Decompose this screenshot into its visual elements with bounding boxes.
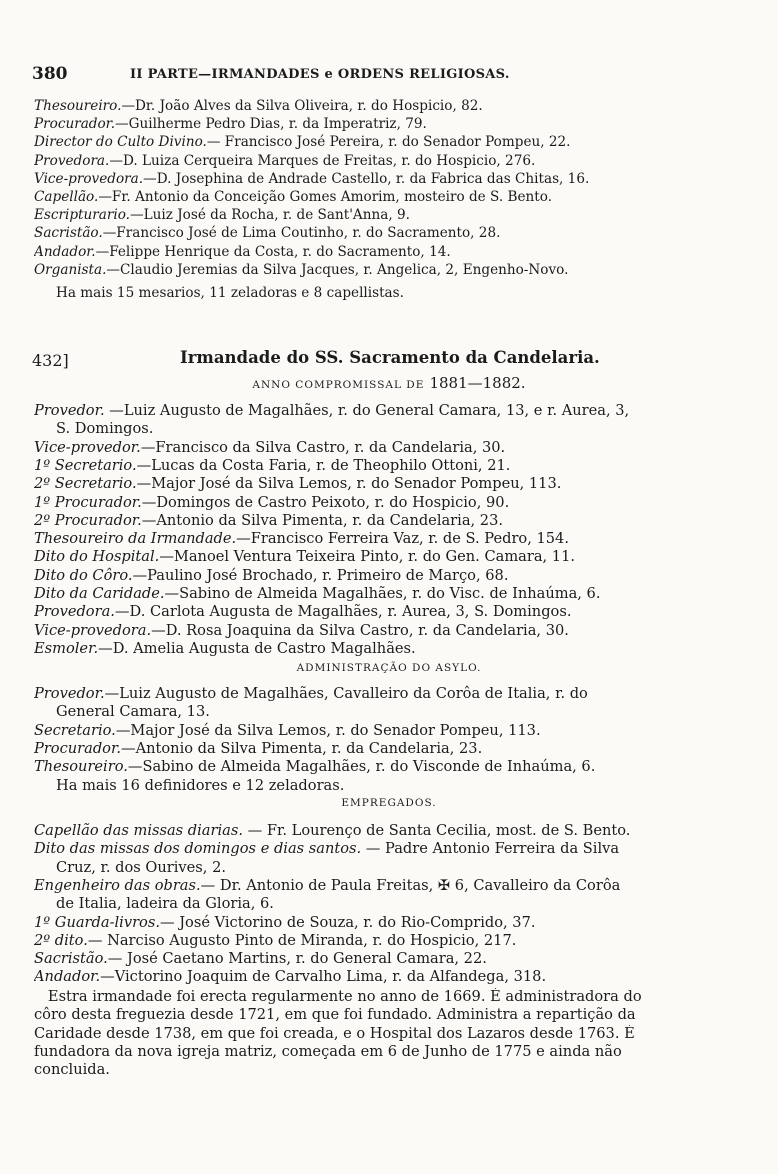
entry-text: Ha mais 16 definidores e 12 zeladoras. <box>56 776 345 794</box>
entry-role: Dito do Côro. <box>34 566 133 584</box>
empregados-heading: EMPREGADOS. <box>341 797 437 809</box>
entry-line <box>34 402 754 419</box>
entry-role: Director do Culto Divino. <box>34 134 207 151</box>
entry-line <box>34 968 754 985</box>
entry-line <box>34 603 754 620</box>
subtitle-label: ANNO COMPROMISSAL DE <box>252 379 425 391</box>
entry-text: —Paulino José Brochado, r. Primeiro de Março, 68. <box>132 566 509 584</box>
entry-line <box>34 262 754 279</box>
asylo-heading: ADMINISTRAÇÃO DO ASYLO. <box>296 662 482 674</box>
entry-line <box>34 840 754 857</box>
entry-line <box>34 932 754 949</box>
entry-role: 2º Procurador. <box>34 511 142 529</box>
entry-text: —Luiz José da Rocha, r. de Sant'Anna, 9. <box>130 207 410 224</box>
entry-role: Thesoureiro da Irmandade. <box>34 530 237 548</box>
section-number: 432] <box>32 351 69 370</box>
entry-role: Dito do Hospital. <box>34 548 160 566</box>
entry-text: —Felippe Henrique da Costa, r. do Sacramento, 14. <box>95 243 451 260</box>
entry-text: —D. Amelia Augusta de Castro Magalhães. <box>98 639 416 657</box>
entry-text: —Antonio da Silva Pimenta, r. da Candelaria, 23. <box>120 739 483 757</box>
entry-text: — Francisco José Pereira, r. do Senador Pompeu, 22. <box>206 134 571 151</box>
entry-line <box>56 703 776 720</box>
entry-line <box>34 822 754 839</box>
entry-text: S. Domingos. <box>56 420 154 438</box>
entry-role: Provedor. <box>34 685 105 702</box>
entry-role: Provedora. <box>34 603 115 621</box>
entry-text: —Sabino de Almeida Magalhães, r. do Visconde de Inhaúma, 6. <box>127 758 596 776</box>
entry-role: Procurador. <box>34 116 116 133</box>
entry-text: — Dr. Antonio de Paula Freitas, ✠ 6, Cavalleiro da Corôa <box>200 876 621 894</box>
entry-line <box>34 622 754 639</box>
entry-line <box>34 512 754 529</box>
entry-text: —Major José da Silva Lemos, r. do Senador Pompeu, 113. <box>115 721 541 739</box>
entry-role: Provedora. <box>34 152 110 169</box>
block1-note: Ha mais 15 mesarios, 11 zeladoras e 8 capellistas. <box>56 285 404 301</box>
entry-text: — Padre Antonio Ferreira da Silva <box>361 840 620 858</box>
entry-text: —Sabino de Almeida Magalhães, r. do Visc. de Inhaúma, 6. <box>164 585 601 602</box>
entry-line <box>34 548 754 565</box>
entry-line <box>56 895 776 912</box>
entry-text: — Narciso Augusto Pinto de Miranda, r. do Hospicio, 217. <box>87 931 517 949</box>
entry-line <box>34 171 754 188</box>
entry-text: —Francisco José de Lima Coutinho, r. do Sacramento, 28. <box>102 225 501 242</box>
entry-line <box>34 640 754 657</box>
section-subtitle <box>0 374 778 394</box>
entry-text: —D. Carlota Augusta de Magalhães, r. Aurea, 3, S. Domingos. <box>114 603 572 621</box>
entry-line <box>34 914 754 931</box>
entry-role: Secretario. <box>34 721 116 739</box>
entry-line <box>34 877 754 894</box>
running-title: II PARTE—IRMANDADES e ORDENS RELIGIOSAS. <box>130 67 510 82</box>
entry-line <box>34 116 754 133</box>
entry-line <box>34 758 754 775</box>
entry-text: —Manoel Ventura Teixeira Pinto, r. do Gen. Camara, 11. <box>159 548 576 566</box>
page-number: 380 <box>32 64 68 84</box>
entry-role: Procurador. <box>34 739 121 757</box>
entry-line <box>34 740 754 757</box>
entry-role: Organista. <box>34 261 107 278</box>
closing-line: concluida. <box>34 1061 110 1079</box>
entry-line <box>34 494 754 511</box>
entry-line <box>56 777 776 794</box>
entry-line <box>34 950 754 967</box>
entry-line <box>34 567 754 584</box>
closing-line: côro desta freguezia desde 1721, em que foi fundado. Administra a repartição da <box>34 1006 636 1024</box>
entry-line <box>34 457 754 474</box>
entry-line <box>34 685 754 702</box>
entry-role: Capellão. <box>34 189 99 205</box>
entry-line <box>34 134 754 151</box>
entry-line <box>34 244 754 261</box>
subtitle-years: 1881—1882. <box>429 374 526 392</box>
closing-line: Estra irmandade foi erecta regularmente no anno de 1669. É administradora do <box>34 988 642 1005</box>
entry-text: — José Caetano Martins, r. do General Camara, 22. <box>107 950 487 968</box>
entry-line <box>34 530 754 547</box>
entry-role: 2º Secretario. <box>34 475 137 493</box>
entry-line <box>56 859 776 876</box>
entry-text: —Victorino Joaquim de Carvalho Lima, r. da Alfandega, 318. <box>100 968 547 986</box>
entry-text: —Guilherme Pedro Dias, r. da Imperatriz, 79. <box>115 116 427 133</box>
entry-line <box>34 225 754 242</box>
entry-role: Engenheiro das obras. <box>34 876 201 894</box>
entry-role: Andador. <box>34 243 96 260</box>
entry-role: 2º dito. <box>34 931 88 949</box>
entry-text: —Claudio Jeremias da Silva Jacques, r. Angelica, 2, Engenho-Novo. <box>106 261 569 278</box>
entry-text: General Camara, 13. <box>56 703 210 721</box>
entry-text: —Major José da Silva Lemos, r. do Senador Pompeu, 113. <box>136 475 562 493</box>
entry-text: —D. Luiza Cerqueira Marques de Freitas, r. do Hospicio, 276. <box>109 152 536 169</box>
entry-line <box>34 207 754 224</box>
entry-role: Sacristão. <box>34 225 103 242</box>
entry-role: Thesoureiro. <box>34 758 128 776</box>
entry-line <box>34 475 754 492</box>
entry-text: Cruz, r. dos Ourives, 2. <box>56 858 226 876</box>
entry-role: Escripturario. <box>34 207 130 224</box>
entry-text: —D. Rosa Joaquina da Silva Castro, r. da Candelaria, 30. <box>151 621 569 639</box>
entry-text: — Fr. Lourenço de Santa Cecilia, most. de S. Bento. <box>242 822 631 839</box>
page-header <box>32 64 752 88</box>
entry-role: 1º Secretario. <box>34 456 137 474</box>
entry-role: 1º Guarda-livros. <box>34 913 160 931</box>
entry-text: —Fr. Antonio da Conceição Gomes Amorim, mosteiro de S. Bento. <box>98 189 553 205</box>
entry-role: Provedor. <box>34 402 105 419</box>
section-title: Irmandade do SS. Sacramento da Candelaria. <box>180 348 600 367</box>
closing-line: fundadora da nova igreja matriz, começada em 6 de Junho de 1775 e ainda não <box>34 1042 622 1060</box>
entry-role: Thesoureiro. <box>34 98 122 114</box>
entry-role: Vice-provedora. <box>34 170 144 187</box>
entry-text: —Dr. João Alves da Silva Oliveira, r. do Hospicio, 82. <box>121 98 483 114</box>
entry-role: Vice-provedora. <box>34 621 152 639</box>
entry-role: 1º Procurador. <box>34 493 142 511</box>
entry-line <box>34 585 754 602</box>
entry-line <box>56 420 776 437</box>
entry-text: — José Victorino de Souza, r. do Rio-Comprido, 37. <box>159 913 536 931</box>
entry-line <box>34 722 754 739</box>
entry-text: —Francisco Ferreira Vaz, r. de S. Pedro, 154. <box>236 530 569 548</box>
entry-role: Capellão das missas diarias. <box>34 822 243 839</box>
entry-role: Dito das missas dos domingos e dias santos. <box>34 840 362 858</box>
entry-role: Andador. <box>34 968 101 986</box>
entry-role: Dito da Caridade. <box>34 585 165 602</box>
entry-role: Sacristão. <box>34 950 108 968</box>
entry-line <box>34 189 754 206</box>
entry-text: de Italia, ladeira da Gloria, 6. <box>56 895 274 913</box>
entry-text: —Luiz Augusto de Magalhães, Cavalleiro da Corôa de Italia, r. do <box>104 685 588 702</box>
entry-role: Esmoler. <box>34 639 99 657</box>
entry-text: —Domingos de Castro Peixoto, r. do Hospicio, 90. <box>141 493 510 511</box>
entry-text: —Lucas da Costa Faria, r. de Theophilo Ottoni, 21. <box>136 456 511 474</box>
entry-text: —Luiz Augusto de Magalhães, r. do General Camara, 13, e r. Aurea, 3, <box>104 402 630 419</box>
entry-text: —Antonio da Silva Pimenta, r. da Candelaria, 23. <box>141 511 504 529</box>
entry-text: —Francisco da Silva Castro, r. da Candelaria, 30. <box>140 438 506 456</box>
entry-text: —D. Josephina de Andrade Castello, r. da Fabrica das Chitas, 16. <box>143 170 590 187</box>
closing-line: Caridade desde 1738, em que foi creada, e o Hospital dos Lazaros desde 1763. É <box>34 1024 635 1042</box>
entry-role: Vice-provedor. <box>34 438 141 456</box>
entry-line <box>34 153 754 170</box>
entry-line <box>34 439 754 456</box>
entry-line <box>34 98 754 115</box>
